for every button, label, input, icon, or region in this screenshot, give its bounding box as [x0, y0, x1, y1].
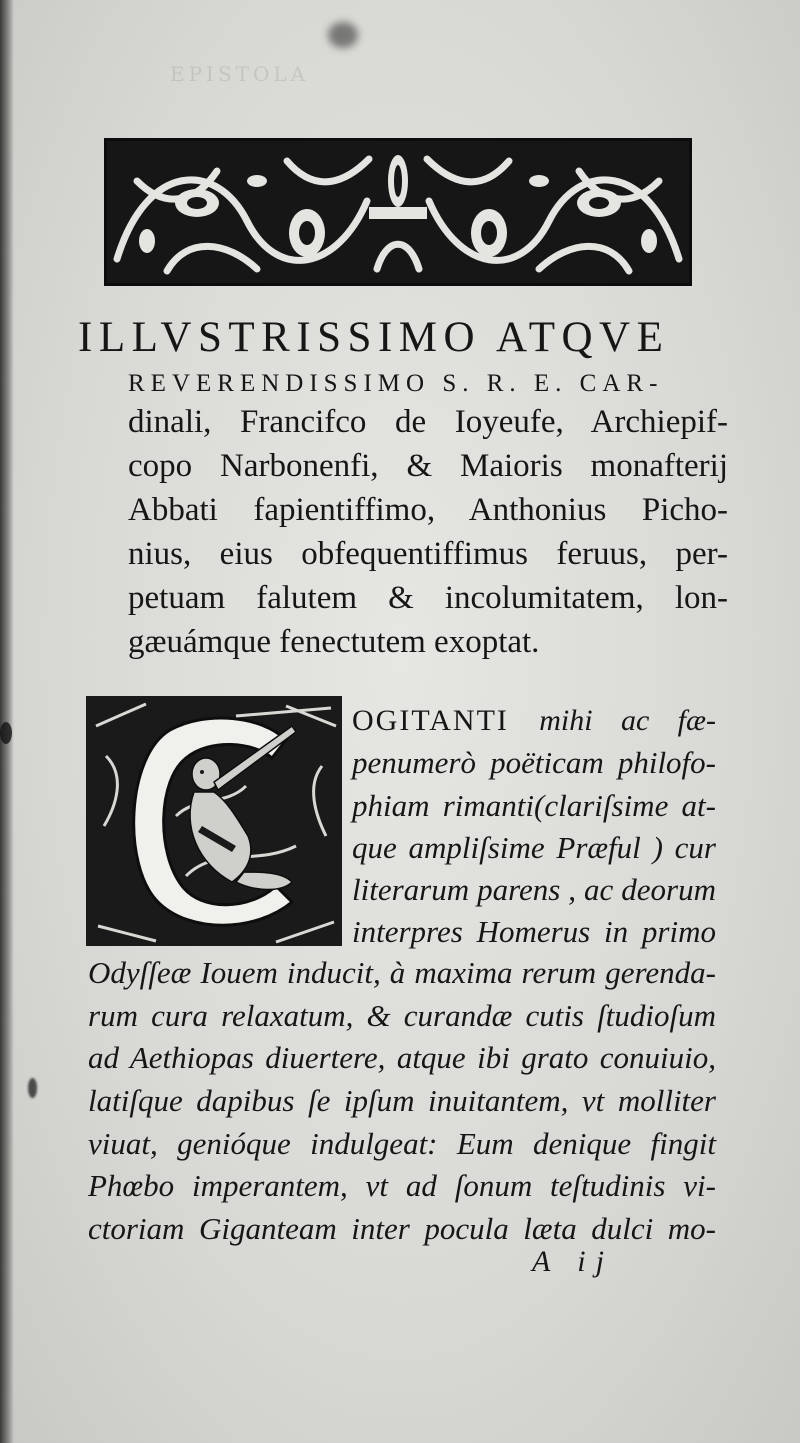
signature-mark: A ij — [532, 1245, 614, 1278]
dedication-line: petuam falutem & incolumitatem, lon- — [128, 580, 728, 616]
body-line: latiſque dapibus ſe ipſum inuitantem, vt molliter — [88, 1083, 716, 1119]
binding-mark — [0, 722, 12, 744]
foliage-ornament-icon — [107, 141, 689, 283]
dedication-line: nius, eius obfequentiffimus feruus, per- — [128, 536, 728, 572]
dedication-subtitle: REVERENDISSIMO S. R. E. CAR- — [128, 370, 664, 397]
body-line: literarum parens , ac deorum — [352, 872, 716, 908]
body-line: interpres Homerus in primo — [352, 914, 716, 950]
body-line: rum cura relaxatum, & curandæ cutis ſtudioſum — [88, 997, 716, 1033]
body-line: ctoriam Giganteam inter pocula læta dulci mo- — [88, 1211, 716, 1247]
body-line: viuat, genióque indulgeat: Eum denique fingit — [88, 1125, 716, 1161]
first-paragraph-indented — [352, 700, 716, 954]
body-text — [88, 952, 716, 1251]
historiated-initial — [86, 696, 342, 946]
body-line: ad Aethiopas diuertere, atque ibi grato conuiuio, — [88, 1040, 716, 1076]
dedication-line: Abbati fapientiffimo, Anthonius Picho- — [128, 492, 728, 528]
ink-blot — [28, 1078, 37, 1098]
dedication-line: copo Narbonenfi, & Maioris monafterij — [128, 448, 728, 484]
dedication-line: gæuámque fenectutem exoptat. — [128, 624, 540, 660]
lead-word: OGITANTI — [352, 704, 509, 737]
lead-rest: mihi ac fæ- — [539, 704, 716, 737]
dedication-block — [128, 400, 728, 664]
bleed-through-text: EPISTOLA — [170, 62, 310, 86]
body-line: que ampliſsime Præful ) cur — [352, 829, 716, 865]
body-line: phiam rimanti(clariſsime at- — [352, 787, 716, 823]
body-line: Odyſſeæ Iouem inducit, à maxima rerum gerenda- — [88, 955, 716, 990]
dedication-title: ILLVSTRISSIMO ATQVE — [78, 314, 670, 361]
dedication-line: dinali, Francifco de Ioyeufe, Archiepif- — [128, 404, 728, 440]
body-line: Phœbo imperantem, vt ad ſonum teſtudinis vi- — [88, 1168, 716, 1204]
woodcut-initial-icon — [86, 696, 342, 946]
ink-smudge — [328, 22, 358, 48]
body-line: penumerò poëticam philofo- — [352, 745, 716, 781]
ornamental-headpiece — [104, 138, 692, 286]
body-line — [352, 700, 716, 742]
